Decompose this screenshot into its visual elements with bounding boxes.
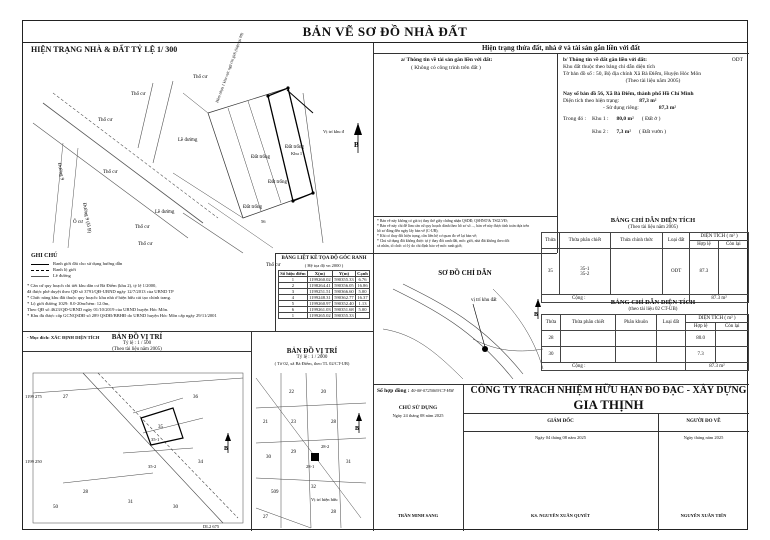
svg-text:1199 275: 1199 275 bbox=[25, 394, 42, 399]
table-cell bbox=[656, 347, 685, 363]
svg-text:1199 250: 1199 250 bbox=[25, 459, 42, 464]
svg-text:28: 28 bbox=[83, 490, 88, 495]
table-cell: 1199260.02 bbox=[309, 277, 331, 282]
drawing-sheet bbox=[22, 20, 748, 530]
svg-text:Thổ cư: Thổ cư bbox=[135, 225, 150, 230]
svg-text:Vị trí hiện hữu: Vị trí hiện hữu bbox=[311, 497, 338, 502]
svg-text:Khu 1: Khu 1 bbox=[291, 151, 303, 156]
direction-map-title: SƠ ĐỒ CHỈ DẪN bbox=[438, 269, 492, 277]
svg-text:Hẻm nhựa 1 khu vực ngã chỉ giớ: Hẻm nhựa 1 khu vực ngã chỉ giới (hiện tại 09) bbox=[214, 31, 245, 104]
svg-text:509: 509 bbox=[271, 490, 279, 495]
table-cell: 590351.68 bbox=[334, 307, 354, 312]
svg-text:28: 28 bbox=[331, 510, 336, 515]
legend-row: Ranh giới đất cho sử dụng hướng dẫn bbox=[53, 261, 123, 266]
table-total-value: 87.3 m² bbox=[685, 363, 748, 371]
table-header: Thửa phân chiết bbox=[559, 233, 610, 249]
footnote: * Bản vẽ này chỉ để làm căn cứ quy hoạch dành theo hồ sơ số ..., bản vẽ này được tính toán dựa trên bbox=[377, 224, 530, 228]
svg-text:20: 20 bbox=[321, 390, 326, 395]
table-row bbox=[279, 313, 370, 319]
owner-label: CHỦ SỬ DỤNG bbox=[398, 405, 438, 411]
table-cell: ODT bbox=[663, 249, 690, 295]
corner-table-top bbox=[275, 253, 373, 254]
table-cell: 5.00 bbox=[355, 289, 369, 295]
table-cell: 1.13 bbox=[355, 301, 369, 307]
svg-text:30: 30 bbox=[266, 455, 271, 460]
table-header: Hợp lệ bbox=[690, 241, 718, 249]
footnote: cá nhân, tổ chức có lý do chỉ định bảo vệ mốc ranh giới; bbox=[377, 244, 463, 248]
area-table-2-subtitle: (theo tài liệu 02 CT-UB) bbox=[628, 307, 678, 312]
contract-label: Số hợp đồng : bbox=[377, 388, 410, 394]
table-cell: 5 bbox=[279, 301, 308, 307]
surveyor-signer: NGUYỄN XUÂN TIẾN bbox=[680, 513, 727, 518]
corner-table-title: BẢNG LIỆT KÊ TỌA ĐỘ GÓC RANH bbox=[281, 256, 367, 261]
svg-text:B: B bbox=[355, 426, 360, 432]
table-header: Loại đất bbox=[663, 233, 690, 249]
table-cell bbox=[656, 331, 685, 347]
area-table-1-title: BẢNG CHỈ DẪN DIỆN TÍCH bbox=[610, 217, 696, 224]
table-total-label: Cộng : bbox=[542, 363, 686, 371]
svg-text:Đất trống: Đất trống bbox=[285, 145, 305, 150]
footnote: * Bản vẽ này không có giá trị thay thế giấy chứng nhận QSDĐ, QSHNƠ & TSGLVĐ; bbox=[377, 219, 508, 223]
svg-text:B: B bbox=[354, 141, 359, 149]
left-panel-title: HIỆN TRẠNG NHÀ & ĐẤT TỶ LỆ 1/ 300 bbox=[31, 45, 178, 54]
table-header: Thửa bbox=[542, 233, 560, 249]
info-b-line: (Theo tài liệu năm 2005) bbox=[625, 78, 681, 84]
svg-text:35: 35 bbox=[158, 425, 163, 430]
table-header: Phân khuôn bbox=[616, 315, 657, 331]
contract-line bbox=[377, 387, 454, 395]
khu2-note: ( Đất vườn ) bbox=[639, 129, 667, 135]
khu1-label: Khu 1 : bbox=[592, 116, 609, 122]
table-header: DIỆN TÍCH ( m² ) bbox=[685, 315, 748, 323]
legend-row: Lề đường bbox=[53, 273, 71, 278]
svg-text:23: 23 bbox=[291, 420, 296, 425]
table-cell bbox=[611, 249, 663, 295]
table-cell: 6 bbox=[279, 307, 308, 313]
contract-value: 40-08-0725069/CT-HM bbox=[410, 388, 454, 393]
info-a-text: ( Không có công trình trên đất ) bbox=[411, 65, 481, 71]
table-header: Còn lại bbox=[718, 241, 748, 249]
table-cell bbox=[560, 347, 615, 363]
table-header: Cạnh bbox=[357, 271, 368, 276]
table-cell bbox=[616, 331, 657, 347]
director-signer: KS. NGUYỄN XUÂN QUYẾT bbox=[530, 513, 590, 518]
location-map-source: (Theo tài liệu năm 2005) bbox=[112, 347, 162, 352]
table-cell: 1199261.03 bbox=[309, 307, 331, 312]
table-cell: 2 bbox=[279, 283, 308, 289]
table-row bbox=[542, 249, 749, 295]
khu2-label: Khu 2 : bbox=[592, 129, 609, 135]
location-map-title: BẢN ĐỒ VỊ TRÍ bbox=[111, 333, 163, 341]
corner-table-subtitle: ( Hệ tọa độ vn 2000 ) bbox=[304, 263, 344, 268]
svg-text:50: 50 bbox=[53, 505, 58, 510]
info-a-title: a/ Thông tin về tài sản gắn liền với đất: bbox=[401, 57, 493, 63]
table-cell: 30 bbox=[542, 347, 561, 363]
page-title: BẢN VẼ SƠ ĐỒ NHÀ ĐẤT bbox=[23, 21, 747, 43]
svg-text:Đất trống: Đất trống bbox=[268, 180, 288, 185]
table-cell: 4 bbox=[279, 295, 308, 301]
table-cell bbox=[716, 347, 749, 363]
svg-text:Vị trí khu đ: Vị trí khu đ bbox=[323, 129, 344, 134]
right-title-line bbox=[373, 53, 749, 54]
svg-text:36: 36 bbox=[193, 395, 198, 400]
area-table-1 bbox=[541, 232, 749, 303]
note-line: * Khu đủ được cấp GCNQSDĐ số 289 QSDĐ/BBHĐ do UBND huyện Hóc Môn cấp ngày 29/11/2001 bbox=[27, 313, 217, 318]
svg-text:21: 21 bbox=[263, 420, 268, 425]
notes-block bbox=[27, 283, 273, 319]
svg-text:31: 31 bbox=[346, 460, 351, 465]
used-label: - Sử dụng riêng: bbox=[603, 105, 639, 111]
table-cell: 1199248.31 bbox=[309, 295, 331, 300]
svg-text:Thổ cư: Thổ cư bbox=[98, 118, 113, 123]
footnotes-block bbox=[377, 219, 557, 249]
table-header: X(m) bbox=[307, 271, 332, 277]
footnote: * Chủ sử dụng đất không được tự ý thay đổi ranh đất, mốc giới, nhà đất không theo dõi bbox=[377, 239, 510, 243]
table-cell: 590352.40 bbox=[334, 301, 354, 306]
area-table-1-subtitle: (Theo tài liệu năm 2005) bbox=[628, 225, 678, 230]
footnote-top bbox=[373, 216, 557, 217]
info-b-title: b/ Thông tin về đất gắn liền với đất: bbox=[563, 57, 647, 63]
legend-row: Ranh lộ giới bbox=[53, 267, 76, 272]
director-date: Ngày 04 tháng 08 năm 2025 bbox=[534, 435, 587, 440]
owner-date: Ngày 24 tháng 08 năm 2025 bbox=[392, 413, 444, 418]
table-header: Thửa chính thức bbox=[611, 233, 663, 249]
table-header: Y(m) bbox=[332, 271, 355, 277]
svg-text:Thổ cư: Thổ cư bbox=[266, 263, 281, 268]
svg-text:Thổ cư: Thổ cư bbox=[138, 242, 153, 247]
address-line: Nay số bản đồ 56, Xã Bà Điểm, thành phố Hồ Chí Minh bbox=[563, 91, 694, 97]
location-map-scale: Tỷ lệ : 1 / 500 bbox=[122, 341, 152, 346]
table-header: Thửa bbox=[542, 315, 561, 331]
svg-text:35-1: 35-1 bbox=[151, 437, 160, 442]
area-label: Diện tích theo hiện trạng: bbox=[563, 98, 620, 104]
table-cell: 1198264.41 bbox=[309, 283, 331, 288]
table-cell: 7.3 bbox=[685, 347, 716, 363]
company-name: CÔNG TY TRÁCH NHIỆM HỮU HẠN ĐO ĐẠC - XÂY DỰNG bbox=[470, 385, 747, 396]
company-bottom-line bbox=[463, 413, 749, 414]
table-cell: 590355.33 bbox=[334, 313, 354, 318]
svg-text:28-1: 28-1 bbox=[306, 464, 315, 469]
svg-text:30: 30 bbox=[173, 505, 178, 510]
table-cell bbox=[560, 331, 615, 347]
info-b-odt: ODT bbox=[731, 57, 743, 63]
table-cell: 1 bbox=[279, 313, 308, 319]
table-cell: 590362.77 bbox=[334, 295, 354, 300]
svg-text:Đường 9 (lô B): Đường 9 (lô B) bbox=[81, 202, 92, 234]
location-map-2-scale: Tỷ lệ : 1 / 2000 bbox=[296, 355, 328, 360]
table-total-value: 87.3 m² bbox=[690, 295, 749, 303]
direction-map bbox=[373, 279, 557, 384]
table-cell: 1 bbox=[279, 277, 308, 283]
svg-text:Ô cư: Ô cư bbox=[73, 220, 83, 225]
table-cell bbox=[716, 331, 749, 347]
table-cell: 87.3 bbox=[690, 249, 718, 295]
svg-text:B: B bbox=[224, 446, 229, 452]
note-line: đã được phê duyệt theo QĐ số 3791/QĐ-UBND ngày 12/7/2013 của UBND TP bbox=[27, 289, 174, 294]
table-total-row bbox=[542, 363, 749, 371]
purpose-line: - Mục đích: XÁC ĐỊNH DIỆN TÍCH bbox=[27, 335, 100, 340]
table-cell bbox=[718, 249, 748, 295]
surveyor-label: NGƯỜI ĐO VẼ bbox=[686, 419, 721, 424]
table-cell: 590356.05 bbox=[334, 283, 354, 288]
table-total-label: Cộng : bbox=[542, 295, 690, 303]
svg-text:DL2 675: DL2 675 bbox=[203, 524, 220, 529]
svg-text:27: 27 bbox=[63, 395, 68, 400]
khu2-value: 7,3 m² bbox=[616, 129, 632, 135]
director-label: GIÁM ĐỐC bbox=[547, 419, 574, 424]
table-cell: 1199251.51 bbox=[309, 289, 331, 294]
svg-text:31: 31 bbox=[128, 500, 133, 505]
note-line: * Lộ giới đường 1029: 8.0-20m/hẻm: 12.0m, bbox=[27, 301, 110, 306]
table-row bbox=[542, 331, 749, 347]
svg-text:Đất trống: Đất trống bbox=[251, 155, 271, 160]
svg-text:28: 28 bbox=[331, 420, 336, 425]
right-panel-title: Hiện trạng thửa đất, nhà ở và tài sản gắn liền với đất bbox=[481, 44, 640, 52]
footnote: * Khi có thay đổi hiện trạng, cần liên hệ cơ quan đo vẽ lại bản vẽ; bbox=[377, 234, 477, 238]
table-cell bbox=[355, 313, 369, 319]
table-header: Thửa phân chiết bbox=[560, 315, 615, 331]
table-cell: 80.0 bbox=[685, 331, 716, 347]
table-header: DIỆN TÍCH ( m² ) bbox=[690, 233, 749, 241]
svg-text:vị trí khu đất: vị trí khu đất bbox=[471, 298, 497, 303]
corner-table bbox=[278, 270, 370, 319]
info-b-line: Khu đất thuộc theo bảng chỉ dẫn diện tích bbox=[563, 64, 655, 70]
table-cell: 3 bbox=[279, 289, 308, 295]
location-map-2-source: ( Tờ 02, xã Bà Điểm, theo TL 02/CT-UB) bbox=[274, 361, 350, 366]
table-cell: 1199265.02 bbox=[309, 313, 331, 318]
table-cell: 28 bbox=[542, 331, 561, 347]
note-line: Theo QĐ số 4623/QĐ-UBND ngày 01/10/2019 của UBND huyện Hóc Môn. bbox=[27, 307, 169, 312]
svg-text:35-2: 35-2 bbox=[148, 464, 157, 469]
table-cell: 6.76 bbox=[355, 277, 369, 283]
area-table-2-title: BẢNG CHỈ DẪN DIỆN TÍCH bbox=[610, 299, 696, 306]
note-line: * Chức năng khu đất thuộc quy hoạch: khu nhà ở hiện hữu cải tạo chỉnh trang. bbox=[27, 295, 172, 300]
legend-title: GHI CHÚ bbox=[31, 253, 58, 259]
signature-divider bbox=[463, 384, 464, 531]
table-cell: 16.86 bbox=[357, 283, 368, 288]
location-map-2 bbox=[251, 368, 373, 531]
trong-do-label: Trong đó : bbox=[563, 116, 587, 122]
owner-signer: TRẦN MINH SANG bbox=[397, 513, 439, 518]
info-b-line: Tờ bản đồ số : 50, Bộ địa chính Xã Bà Điểm, Huyện Hóc Môn bbox=[563, 71, 701, 77]
footnote: hồ sơ đăng đến ngày lấy bản vẽ (C-UB); bbox=[377, 229, 439, 233]
legend bbox=[31, 261, 122, 279]
used-value: 87,3 m² bbox=[658, 105, 677, 111]
table-header: Loại đất bbox=[656, 315, 685, 331]
table-header: Số hiệu điểm bbox=[280, 271, 306, 276]
table-cell: 590366.60 bbox=[334, 289, 354, 294]
location-map-2-title: BẢN ĐỒ VỊ TRÍ bbox=[286, 347, 338, 355]
svg-text:27: 27 bbox=[263, 515, 268, 520]
svg-text:Thổ cư: Thổ cư bbox=[103, 170, 118, 175]
left-lower-divider bbox=[23, 331, 373, 332]
svg-text:34: 34 bbox=[198, 460, 203, 465]
svg-text:Đường 9: Đường 9 bbox=[56, 162, 65, 181]
location-map bbox=[23, 353, 251, 531]
svg-text:Lề đường: Lề đường bbox=[178, 138, 198, 143]
svg-text:Thổ cư: Thổ cư bbox=[193, 75, 208, 80]
note-line: * Căn cứ quy hoạch chi tiết khu dân cư Bà Điểm (khu 2), tỷ lệ 1/2000, bbox=[27, 283, 157, 288]
table-header: Hợp lệ bbox=[685, 323, 716, 331]
table-cell bbox=[616, 347, 657, 363]
table-cell: 35 bbox=[542, 249, 560, 295]
svg-text:28-2: 28-2 bbox=[321, 444, 330, 449]
svg-text:32: 32 bbox=[311, 485, 316, 490]
table-cell: 590355.33 bbox=[334, 277, 354, 282]
table-cell: 16.37 bbox=[357, 295, 368, 300]
table-row bbox=[542, 347, 749, 363]
svg-text:29: 29 bbox=[291, 450, 296, 455]
table-cell: 35-1 35-2 bbox=[559, 249, 610, 295]
table-header: Còn lại bbox=[716, 323, 749, 331]
surveyor-date: Ngày tháng năm 2025 bbox=[683, 435, 724, 440]
direction-top bbox=[373, 253, 557, 254]
svg-text:Đất trống: Đất trống bbox=[243, 205, 263, 210]
signer-header-line bbox=[463, 431, 749, 432]
info-b-block bbox=[563, 57, 743, 136]
svg-text:Lề đường: Lề đường bbox=[155, 210, 175, 215]
svg-text:22: 22 bbox=[289, 390, 294, 395]
area-table-2 bbox=[541, 314, 749, 371]
svg-text:B: B bbox=[534, 312, 539, 318]
table-cell: 1199260.97 bbox=[309, 301, 331, 306]
area-value: 87,3 m² bbox=[639, 98, 657, 104]
khu1-value: 80,0 m² bbox=[616, 116, 634, 122]
svg-text:56: 56 bbox=[261, 219, 266, 224]
khu1-note: ( Đất ở ) bbox=[641, 116, 661, 122]
tho-cu-label: Thổ cư bbox=[131, 92, 146, 97]
company-brand: GIA THỊNH bbox=[573, 397, 644, 412]
table-cell: 5.00 bbox=[355, 307, 369, 313]
